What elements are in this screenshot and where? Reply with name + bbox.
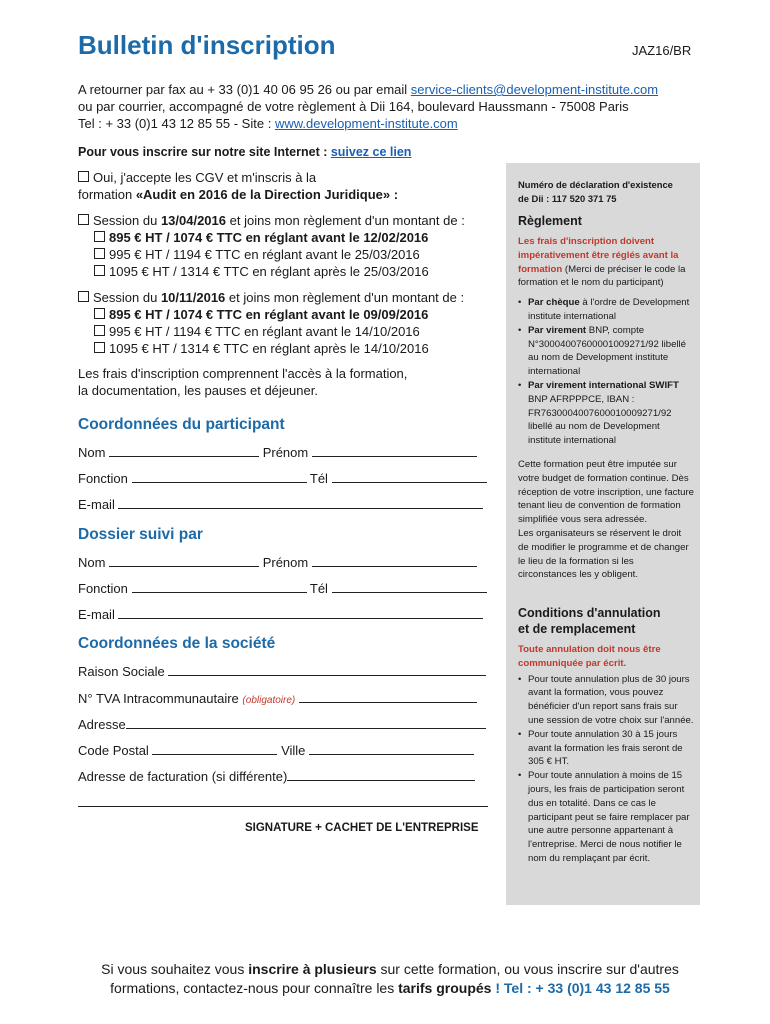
accept-block [78, 169, 498, 203]
payment-item [528, 379, 694, 448]
register-line [78, 145, 411, 159]
fees-note-1: Les frais d'inscription comprennent l'accès à la formation, [78, 366, 408, 381]
footer-text: Si vous souhaitez vous [101, 961, 249, 977]
facturation-field[interactable] [287, 769, 475, 781]
budget-text: Cette formation peut être imputée sur votre budget de formation continue. Dès réception de votre inscription, une facture tenant lieu de convention de formation simplifiée vous sera adressée. [518, 458, 694, 526]
postal-text: ou par courrier, accompagné de votre règlement à Dii 164, boulevard Haussmann - 75008 Paris [78, 99, 629, 114]
adresse-row [78, 717, 486, 732]
cancel-title-2: et de remplacement [518, 622, 636, 636]
field-label: N° TVA Intracommunautaire [78, 691, 239, 706]
field-label: E-mail [78, 497, 115, 512]
participant-fonction-row [78, 471, 487, 486]
ville-field[interactable] [309, 743, 474, 755]
cancel-item: • Pour toute annulation 30 à 15 jours avant la formation les frais seront de 305 € HT. [528, 728, 694, 769]
participant-fonction-field[interactable] [132, 471, 307, 483]
reglement-note: (Merci de préciser le code la formation et le nom du participant) [518, 263, 686, 289]
session-2-checkbox[interactable] [78, 291, 89, 302]
dossier-email-row [78, 607, 483, 622]
dossier-email-field[interactable] [118, 607, 483, 619]
option-checkbox[interactable] [94, 308, 105, 319]
page-title: Bulletin d'inscription [78, 30, 336, 60]
register-link[interactable]: suivez ce lien [330, 145, 412, 159]
raison-sociale-field[interactable] [168, 664, 486, 676]
declaration-line-1: Numéro de déclaration d'existence [518, 179, 673, 190]
option-label: 1095 € HT / 1314 € TTC en réglant après le 25/03/2016 [109, 264, 429, 279]
participant-heading: Coordonnées du participant [78, 416, 285, 433]
field-label: Ville [281, 743, 306, 758]
code-postal-field[interactable] [152, 743, 277, 755]
reglement-section [518, 213, 694, 582]
footer-bold: inscrire à plusieurs [248, 961, 377, 977]
participant-email-field[interactable] [118, 497, 483, 509]
field-label: Fonction [78, 471, 128, 486]
reglement-title: Règlement [518, 214, 582, 228]
footer-note [70, 960, 710, 998]
organisers-text: Les organisateurs se réservent le droit de modifier le programme et de changer le lieu de la formation si les circonstances les y obligent. [518, 527, 689, 581]
option-label: 1095 € HT / 1314 € TTC en réglant après le 14/10/2016 [109, 341, 429, 356]
field-label: Nom [78, 555, 106, 570]
participant-email-row [78, 497, 483, 512]
session-date: 10/11/2016 [160, 290, 226, 305]
option-label: 895 € HT / 1074 € TTC en réglant avant le 09/09/2016 [109, 307, 429, 322]
societe-heading: Coordonnées de la société [78, 635, 276, 652]
reglement-warning: Les frais d'inscription doivent impérativement être réglés avant la formation [518, 236, 679, 275]
cancel-title [518, 605, 694, 637]
option-label: 995 € HT / 1194 € TTC en réglant avant le 25/03/2016 [109, 247, 420, 262]
accept-text: Oui, j'accepte les CGV et m'inscris à la [93, 170, 317, 185]
adresse-field[interactable] [126, 717, 486, 729]
field-label: Code Postal [78, 743, 149, 758]
payment-label: Par virement international SWIFT [528, 379, 679, 391]
accept-checkbox[interactable] [78, 171, 89, 182]
dossier-fonction-row [78, 581, 487, 596]
signature-label: SIGNATURE + CACHET DE L'ENTREPRISE [245, 822, 479, 834]
field-label: Fonction [78, 581, 128, 596]
raison-row [78, 664, 486, 679]
cp-ville-row [78, 743, 474, 758]
reference-code: JAZ16/BR [632, 43, 692, 58]
facturation-row [78, 769, 475, 784]
facturation-extra-line[interactable] [78, 806, 488, 807]
cancel-item: • Pour toute annulation plus de 30 jours avant la formation, vous pouvez bénéficier d'un report sans frais sur une session de votre choix sur l'année. [528, 673, 694, 728]
field-label: Tél [309, 581, 328, 596]
session-1-checkbox[interactable] [78, 214, 89, 225]
field-label: Tél [309, 471, 328, 486]
option-checkbox[interactable] [94, 325, 105, 336]
declaration-number [518, 178, 694, 206]
payment-text: BNP AFRPPPCE, IBAN : FR7630004007600010009271/92 libellé au nom de Development institute international [528, 393, 672, 447]
session-2 [78, 289, 498, 357]
formation-name: «Audit en 2016 de la Direction Juridique» : [135, 187, 399, 202]
field-label: Adresse [78, 717, 126, 732]
option-checkbox[interactable] [94, 265, 105, 276]
cancel-section [518, 605, 694, 866]
footer-phone: ! Tel : + 33 (0)1 43 12 85 55 [491, 980, 670, 996]
session-date: 13/04/2016 [160, 213, 227, 228]
option-checkbox[interactable] [94, 248, 105, 259]
tva-field[interactable] [299, 691, 477, 703]
field-label: Prénom [262, 555, 309, 570]
register-prefix: Pour vous inscrire sur notre site Internet : [78, 145, 331, 159]
dossier-heading: Dossier suivi par [78, 526, 203, 543]
participant-prenom-field[interactable] [312, 445, 477, 457]
session-prefix: Session du [93, 213, 161, 228]
payment-label: Par virement [528, 324, 587, 336]
payment-item [528, 296, 694, 324]
option-label: 895 € HT / 1074 € TTC en réglant avant le 12/02/2016 [109, 230, 429, 245]
participant-nom-row [78, 445, 477, 460]
email-link[interactable]: service-clients@development-institute.com [410, 82, 659, 97]
field-label: Adresse de facturation (si différente) [78, 769, 288, 784]
field-label: Nom [78, 445, 106, 460]
cancel-item: • Pour toute annulation à moins de 15 jours, les frais de participation seront dus en totalité. Dans ce cas le participant peut se faire remplacer par une autre personne appartenant à l'entreprise. Merci de nous notifier le nom du remplaçant par écrit. [528, 769, 694, 866]
participant-tel-field[interactable] [332, 471, 487, 483]
dossier-fonction-field[interactable] [132, 581, 307, 593]
tva-row [78, 691, 477, 706]
session-prefix: Session du [93, 290, 161, 305]
payment-item [528, 324, 694, 379]
fees-note-2: la documentation, les pauses et déjeuner. [78, 383, 318, 398]
cancel-warning: Toute annulation doit nous être communiquée par écrit. [518, 644, 661, 669]
declaration-line-2: de Dii : 117 520 371 75 [518, 192, 617, 204]
dossier-tel-field[interactable] [332, 581, 487, 593]
required-note: (obligatoire) [242, 695, 296, 706]
session-1 [78, 212, 498, 280]
payment-text: à l'ordre de Development institute international [528, 297, 690, 322]
field-label: Raison Sociale [78, 664, 165, 679]
fax-text: A retourner par fax au + 33 (0)1 40 06 95 26 ou par email [78, 82, 411, 97]
payment-text: BNP, compte N°30004007600001009271/92 libellé au nom de Development institute international [528, 324, 687, 378]
cancel-list [518, 673, 694, 866]
option-checkbox[interactable] [94, 342, 105, 353]
participant-nom-field[interactable] [109, 445, 259, 457]
dossier-prenom-field[interactable] [312, 555, 477, 567]
dossier-nom-row [78, 555, 477, 570]
field-label: Prénom [262, 445, 309, 460]
payment-label: Par chèque [528, 297, 580, 309]
cancel-title-1: Conditions d'annulation [518, 606, 661, 620]
fees-note [78, 365, 498, 399]
contact-block [78, 81, 658, 132]
option-checkbox[interactable] [94, 231, 105, 242]
website-link[interactable]: www.development-institute.com [274, 116, 458, 131]
phone-text: Tel : + 33 (0)1 43 12 85 55 - Site : [78, 116, 275, 131]
session-suffix: et joins mon règlement d'un montant de : [226, 213, 465, 228]
dossier-nom-field[interactable] [109, 555, 259, 567]
payment-list [518, 296, 694, 448]
footer-text: sur cette formation, ou vous inscrire sur d'autres formations, contactez-nous pour connaître les [110, 961, 679, 996]
field-label: E-mail [78, 607, 115, 622]
footer-bold: tarifs groupés [398, 980, 492, 996]
accept-text-2: formation [78, 187, 136, 202]
session-suffix: et joins mon règlement d'un montant de : [225, 290, 465, 305]
option-label: 995 € HT / 1194 € TTC en réglant avant le 14/10/2016 [109, 324, 420, 339]
